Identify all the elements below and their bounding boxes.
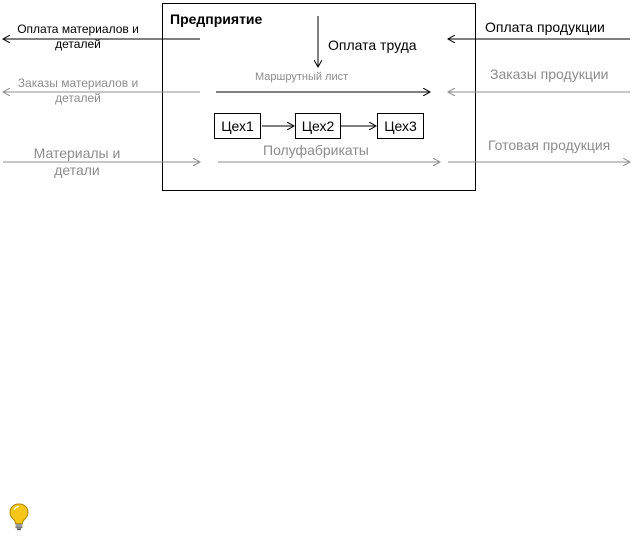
label-product-payment: Оплата продукции xyxy=(485,19,605,35)
workshop-2: Цех2 xyxy=(295,113,341,139)
label-product-orders: Заказы продукции xyxy=(490,66,609,82)
label-route-sheet: Маршрутный лист xyxy=(255,71,349,83)
label-payment-materials: Оплата материалов и деталей xyxy=(17,22,139,51)
enterprise-title: Предприятие xyxy=(170,11,263,27)
workshop-1: Цех1 xyxy=(214,113,261,139)
label-finished-products: Готовая продукция xyxy=(488,137,611,153)
label-materials: Материалы и детали xyxy=(33,145,121,178)
label-material-orders: Заказы материалов и деталей xyxy=(17,76,139,105)
label-labor-payment: Оплата труда xyxy=(328,37,417,53)
workshop-3: Цех3 xyxy=(377,113,424,139)
label-semi-finished: Полуфабрикаты xyxy=(263,142,369,158)
lightbulb-icon[interactable] xyxy=(8,503,30,531)
